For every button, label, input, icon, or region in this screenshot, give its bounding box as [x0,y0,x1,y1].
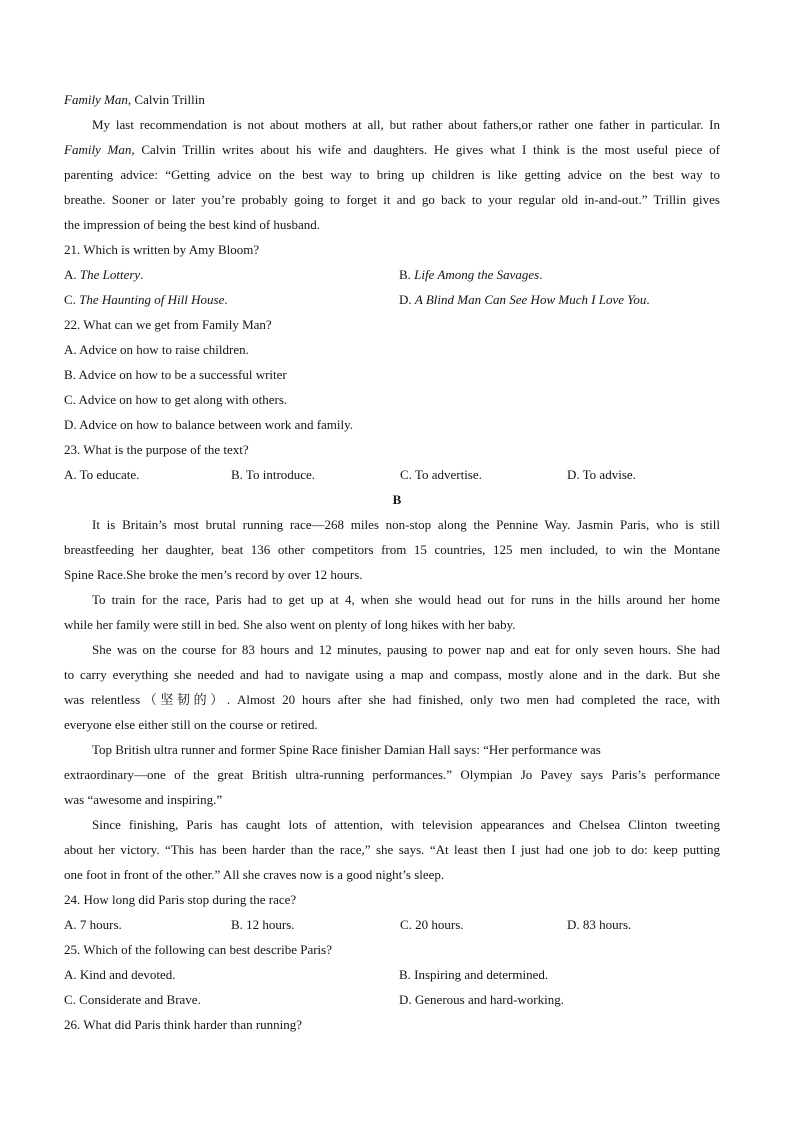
answer-option [64,412,720,437]
text-run: D. [399,292,415,307]
line-text [64,967,176,982]
text-run: D. 83 hours. [567,917,632,932]
line-text [567,917,631,932]
paragraph-line [64,537,720,562]
text-run: was “awesome and inspiring.” [64,792,223,807]
paragraph-line [64,587,720,612]
paragraph-line [64,562,720,587]
option-row [64,962,720,987]
text-run: B. Inspiring and determined. [399,967,549,982]
option-row [64,987,720,1012]
line-text [92,117,720,132]
paragraph-line [64,112,720,137]
answer-option [567,462,720,487]
paragraph-line [64,862,720,887]
line-text [64,792,222,807]
paragraph-line [64,687,720,712]
question-text: 25. Which of the following can best describe Paris? [64,942,332,957]
paragraph-line [64,137,720,162]
answer-option [399,287,720,312]
text-run: . [646,292,650,307]
italic-title: The Lottery [79,267,141,282]
text-run: while her family were still in bed. She also went on plenty of long hikes with her baby. [64,617,516,632]
line-text [64,767,720,782]
line-text [64,292,228,307]
paragraph-line [64,162,720,187]
line-text [399,992,564,1007]
text-run: B. 12 hours. [231,917,295,932]
text-run: . [539,267,543,282]
text-run: one foot in front of the other.” All she craves now is a good night’s sleep. [64,867,445,882]
text-run: A. Kind and devoted. [64,967,176,982]
answer-option [567,912,720,937]
line-text [567,467,636,482]
text-run: A. [64,267,80,282]
text-run: breastfeeding her daughter, beat 136 other competitors from 15 countries, 125 men included, to win the Montane [64,542,720,557]
text-run: breathe. Sooner or later you’re probably going to forget it and go back to your regular old in-and-out.” Trillin gives [64,192,720,207]
line-text [64,192,720,207]
line-text [64,417,353,432]
text-run: She was on the course for 83 hours and 12 minutes, pausing to power nap and eat for only seven hours. She had [92,642,720,657]
text-run: the impression of being the best kind of husband. [64,217,320,232]
text-run: Since finishing, Paris has caught lots of attention, with television appearances and Chelsea Clinton tweeting [92,817,720,832]
paragraph-line [64,737,720,762]
line-text [64,342,249,357]
question-text: 23. What is the purpose of the text? [64,442,249,457]
text-run: B. [399,267,415,282]
text-run: to carry everything she needed and had to navigate using a map and compass, mostly alone and in the dark. But she [64,667,720,682]
answer-option [399,262,720,287]
text-run: . [224,292,228,307]
option-row [64,262,720,287]
answer-option [400,462,567,487]
line-text [64,567,363,582]
line-text [64,167,720,182]
text-run: C. Advice on how to get along with others. [64,392,288,407]
line-text [399,967,548,982]
paragraph-line [64,787,720,812]
paragraph-line [64,812,720,837]
line-text [231,467,315,482]
text-run: C. Considerate and Brave. [64,992,201,1007]
line-text [64,842,720,857]
answer-option [399,987,720,1012]
text-run: D. To advise. [567,467,636,482]
question-text: 22. What can we get from Family Man? [64,317,272,332]
text-run: . [140,267,144,282]
answer-option [64,287,399,312]
page-content [64,87,720,1037]
answer-option [64,987,399,1012]
line-text [64,667,720,682]
option-row [64,912,720,937]
question-text: 24. How long did Paris stop during the race? [64,892,297,907]
passage-title [64,87,720,112]
option-row [64,287,720,312]
text-run: D. Advice on how to balance between work and family. [64,417,354,432]
line-text [64,467,139,482]
text-run: , Calvin Trillin writes about his wife and daughters. He gives what I think is the most useful piece of [131,142,720,157]
text-run: Spine Race.She broke the men’s record by over 12 hours. [64,567,363,582]
option-row [64,412,720,437]
paragraph-line [64,637,720,662]
option-row [64,462,720,487]
text-run: parenting advice: “Getting advice on the best way to bring up children is like getting advice on the best way to [64,167,720,182]
text-run: Top British ultra runner and former Spine Race finisher Damian Hall says: “Her performance was [92,742,601,757]
line-text [92,517,720,532]
line-text [399,292,650,307]
line-text [400,917,464,932]
question-stem [64,1012,720,1037]
answer-option [400,912,567,937]
text-run: extraordinary—one of the great British ultra-running performances.” Olympian Jo Pavey says Paris’s performance [64,767,720,782]
line-text [64,717,318,732]
question-stem [64,887,720,912]
answer-option [64,262,399,287]
line-text [64,142,720,157]
paragraph-line [64,212,720,237]
text-run: To train for the race, Paris had to get up at 4, when she would head out for runs in the hills around her home [92,592,720,607]
text-run: about her victory. “This has been harder than the race,” she says. “At least then I just had one job to do: keep putting [64,842,720,857]
text-run: It is Britain’s most brutal running race—268 miles non-stop along the Pennine Way. Jasmin Paris, who is still [92,517,720,532]
line-text [64,367,287,382]
paragraph-line [64,837,720,862]
answer-option [64,362,720,387]
line-text [64,917,122,932]
text-run: C. 20 hours. [400,917,464,932]
italic-title: Family Man [64,142,132,157]
text-run: B. To introduce. [231,467,316,482]
answer-option [64,337,720,362]
italic-title: A Blind Man Can See How Much I Love You [414,292,647,307]
text-run: D. Generous and hard-working. [399,992,564,1007]
text-run: A. Advice on how to raise children. [64,342,249,357]
text-run: A. 7 hours. [64,917,122,932]
text-run: C. [64,292,80,307]
line-text [64,267,143,282]
line-text [92,817,720,832]
text-run: A. To educate. [64,467,140,482]
answer-option [231,912,400,937]
text-run: B. Advice on how to be a successful writer [64,367,287,382]
text-run: everyone else either still on the course or retired. [64,717,318,732]
question-text: 26. What did Paris think harder than running? [64,1017,303,1032]
italic-title: Life Among the Savages [414,267,540,282]
line-text [64,992,201,1007]
line-text [64,542,720,557]
line-text [64,692,720,707]
answer-option [64,387,720,412]
answer-option [64,462,231,487]
question-text: 21. Which is written by Amy Bloom? [64,242,260,257]
question-stem [64,937,720,962]
paragraph-line [64,762,720,787]
line-text [92,742,601,757]
text-run: C. To advertise. [400,467,482,482]
line-text [64,617,516,632]
paragraph-line [64,187,720,212]
answer-option [231,462,400,487]
line-text [399,267,542,282]
line-text [64,392,287,407]
paragraph-line [64,612,720,637]
paragraph-line [64,512,720,537]
question-stem [64,237,720,262]
text-run: was relentless（坚韧的）. Almost 20 hours after she had finished, only two men had completed the race, with [64,692,720,707]
line-text [231,917,295,932]
italic-title: Family Man [64,92,128,107]
option-row [64,387,720,412]
answer-option [64,912,231,937]
line-text [92,642,720,657]
question-stem [64,312,720,337]
option-row [64,337,720,362]
option-row [64,362,720,387]
question-stem [64,437,720,462]
paragraph-line [64,712,720,737]
paragraph-line [64,662,720,687]
answer-option [399,962,720,987]
line-text [92,592,720,607]
text-run: My last recommendation is not about mothers at all, but rather about fathers,or rather one father in particular. In [92,117,720,132]
text-run: , Calvin Trillin [127,92,205,107]
italic-title: The Haunting of Hill House [79,292,225,307]
line-text [64,217,320,232]
line-text [64,867,444,882]
answer-option [64,962,399,987]
section-label: B [392,492,402,507]
line-text [400,467,482,482]
line-text [64,92,205,107]
